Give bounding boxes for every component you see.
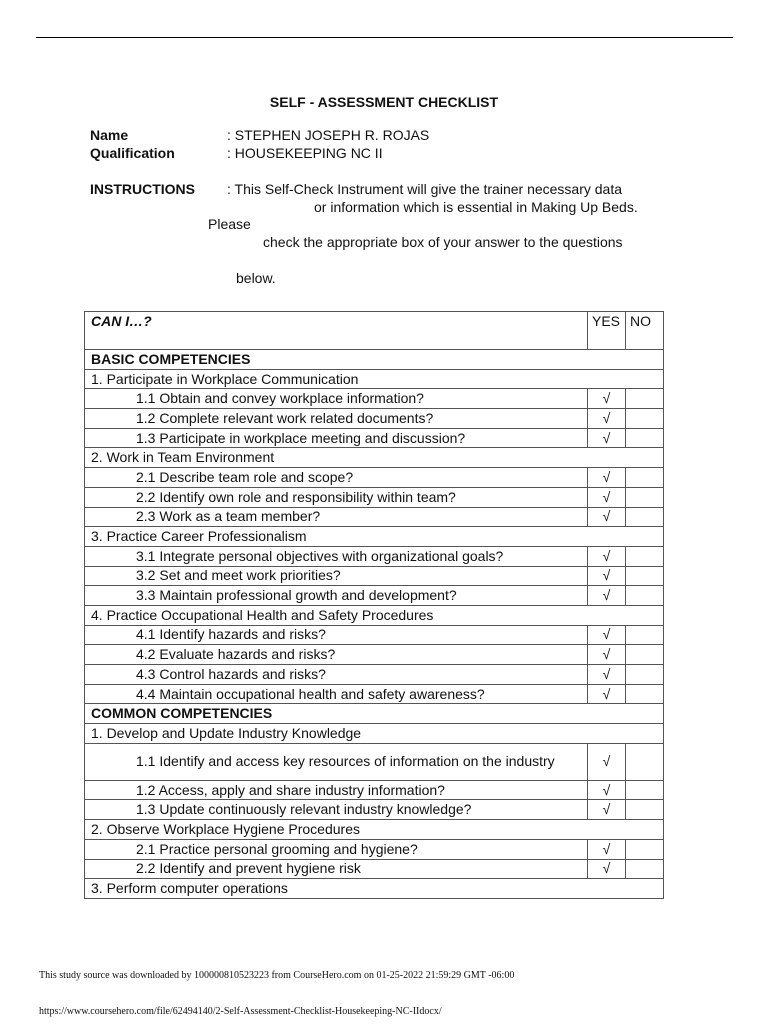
no-checkbox-cell[interactable] [626,428,664,448]
no-checkbox-cell[interactable] [626,487,664,507]
yes-checkbox-cell[interactable]: √ [588,684,626,704]
table-row [85,468,664,488]
table-row [85,800,664,820]
question-cell: 4.2 Evaluate hazards and risks? [85,645,588,665]
yes-checkbox-cell[interactable]: √ [588,586,626,606]
table-header-row [85,312,664,350]
table-row [85,566,664,586]
question-cell: 3.1 Integrate personal objectives with organizational goals? [85,546,588,566]
table-row [85,839,664,859]
no-checkbox-cell[interactable] [626,468,664,488]
yes-checkbox-cell[interactable]: √ [588,487,626,507]
no-checkbox-cell[interactable] [626,566,664,586]
download-footer: This study source was downloaded by 100000810523223 from CourseHero.com on 01-25-2022 21:59:29 GMT -06:00 [39,970,515,981]
no-checkbox-cell[interactable] [626,586,664,606]
header-can-i: CAN I…? [85,312,588,350]
table-row [85,389,664,409]
section-row [85,350,664,370]
group-row [85,527,664,547]
question-cell: 4.4 Maintain occupational health and safety awareness? [85,684,588,704]
group-row [85,820,664,840]
yes-checkbox-cell[interactable]: √ [588,566,626,586]
yes-checkbox-cell[interactable]: √ [588,389,626,409]
yes-checkbox-cell[interactable]: √ [588,507,626,527]
header-yes: YES [588,312,626,350]
yes-checkbox-cell[interactable]: √ [588,546,626,566]
question-cell: 3.3 Maintain professional growth and development? [85,586,588,606]
yes-checkbox-cell[interactable]: √ [588,800,626,820]
no-checkbox-cell[interactable] [626,507,664,527]
checklist-table [84,311,664,899]
no-checkbox-cell[interactable] [626,625,664,645]
top-rule [36,37,733,38]
yes-checkbox-cell[interactable]: √ [588,645,626,665]
instructions-line-3: Please [208,216,251,232]
table-row [85,428,664,448]
table-row [85,487,664,507]
question-cell: 1.3 Participate in workplace meeting and discussion? [85,428,588,448]
instructions-line-2: or information which is essential in Making Up Beds. [314,199,638,215]
competency-heading: 3. Practice Career Professionalism [85,527,664,547]
yes-checkbox-cell[interactable]: √ [588,780,626,800]
qualification-label: Qualification [90,145,175,161]
no-checkbox-cell[interactable] [626,409,664,429]
table-row [85,859,664,879]
table-row [85,625,664,645]
no-checkbox-cell[interactable] [626,780,664,800]
group-row [85,369,664,389]
group-row [85,605,664,625]
question-cell: 2.1 Practice personal grooming and hygiene? [85,839,588,859]
no-checkbox-cell[interactable] [626,389,664,409]
question-cell: 4.3 Control hazards and risks? [85,665,588,685]
header-no: NO [626,312,664,350]
instructions-line-4: check the appropriate box of your answer to the questions [263,234,623,250]
yes-checkbox-cell[interactable]: √ [588,428,626,448]
name-value: : STEPHEN JOSEPH R. ROJAS [227,127,430,143]
yes-checkbox-cell[interactable]: √ [588,839,626,859]
question-cell: 2.2 Identify own role and responsibility within team? [85,487,588,507]
no-checkbox-cell[interactable] [626,859,664,879]
yes-checkbox-cell[interactable]: √ [588,859,626,879]
qualification-value: : HOUSEKEEPING NC II [227,145,383,161]
question-cell: 4.1 Identify hazards and risks? [85,625,588,645]
source-url-footer: https://www.coursehero.com/file/62494140/2-Self-Assessment-Checklist-Housekeeping-NC-IIdocx/ [39,1006,442,1017]
question-cell: 1.2 Complete relevant work related documents? [85,409,588,429]
question-cell: 1.1 Obtain and convey workplace information? [85,389,588,409]
page-title: SELF - ASSESSMENT CHECKLIST [269,94,499,110]
group-row [85,724,664,744]
competency-heading: 2. Observe Workplace Hygiene Procedures [85,820,664,840]
table-row [85,665,664,685]
section-row [85,704,664,724]
question-cell: 2.3 Work as a team member? [85,507,588,527]
group-row [85,448,664,468]
competency-heading: 1. Develop and Update Industry Knowledge [85,724,664,744]
no-checkbox-cell[interactable] [626,839,664,859]
question-cell: 3.2 Set and meet work priorities? [85,566,588,586]
yes-checkbox-cell[interactable]: √ [588,665,626,685]
no-checkbox-cell[interactable] [626,743,664,780]
yes-checkbox-cell[interactable]: √ [588,409,626,429]
table-row [85,645,664,665]
table-row [85,780,664,800]
table-row [85,586,664,606]
instructions-line-1: : This Self-Check Instrument will give the trainer necessary data [227,181,623,197]
table-row [85,684,664,704]
name-label: Name [90,127,129,143]
question-cell: 1.2 Access, apply and share industry information? [85,780,588,800]
table-row [85,546,664,566]
question-cell: 1.3 Update continuously relevant industry knowledge? [85,800,588,820]
table-row [85,409,664,429]
yes-checkbox-cell[interactable]: √ [588,743,626,780]
section-heading: COMMON COMPETENCIES [85,704,664,724]
instructions-label: INSTRUCTIONS [90,181,195,197]
question-cell: 1.1 Identify and access key resources of information on the industry [85,743,588,780]
no-checkbox-cell[interactable] [626,684,664,704]
section-heading: BASIC COMPETENCIES [85,350,664,370]
no-checkbox-cell[interactable] [626,546,664,566]
group-row [85,879,664,899]
instructions-line-5: below. [236,270,276,286]
table-row [85,743,664,780]
yes-checkbox-cell[interactable]: √ [588,625,626,645]
competency-heading: 3. Perform computer operations [85,879,664,899]
table-row [85,507,664,527]
no-checkbox-cell[interactable] [626,800,664,820]
no-checkbox-cell[interactable] [626,645,664,665]
question-cell: 2.2 Identify and prevent hygiene risk [85,859,588,879]
yes-checkbox-cell[interactable]: √ [588,468,626,488]
question-cell: 2.1 Describe team role and scope? [85,468,588,488]
competency-heading: 2. Work in Team Environment [85,448,664,468]
competency-heading: 1. Participate in Workplace Communication [85,369,664,389]
no-checkbox-cell[interactable] [626,665,664,685]
competency-heading: 4. Practice Occupational Health and Safety Procedures [85,605,664,625]
